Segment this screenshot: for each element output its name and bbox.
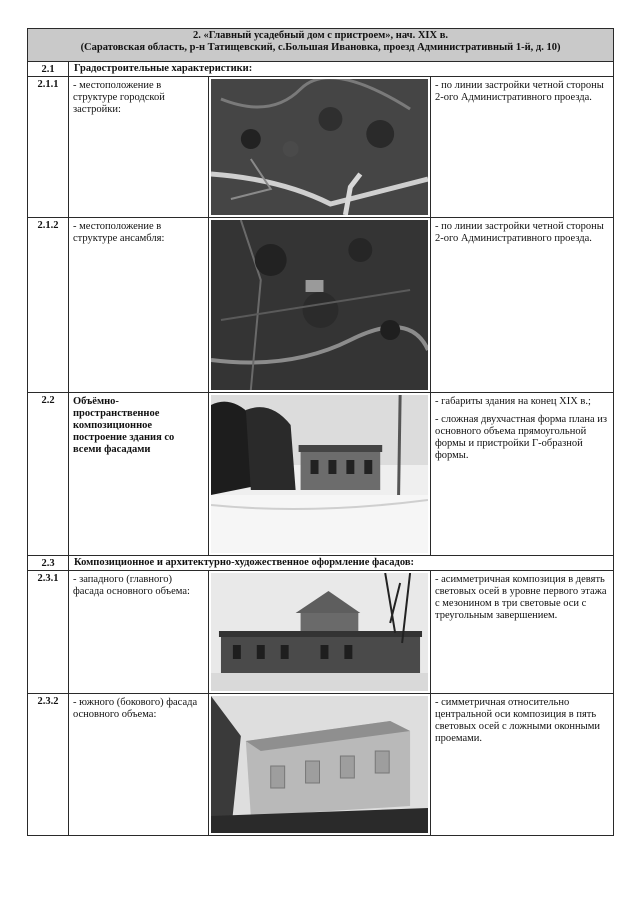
aerial-map-image: [211, 220, 428, 390]
row-description: [431, 571, 614, 694]
photo-cell: [209, 218, 431, 393]
section-row: [28, 62, 614, 77]
description-text: - габариты здания на конец XIX в.;: [435, 396, 591, 407]
section-number: 2.3: [28, 556, 69, 571]
description-text: - по линии застройки четной стороны 2-ого Административного проезда.: [435, 221, 604, 244]
row-description: [431, 393, 614, 556]
row-number: 2.3.1: [28, 571, 69, 694]
section-title: Композиционное и архитектурно-художественное оформление фасадов:: [69, 556, 614, 571]
table-row: [28, 218, 614, 393]
header-line-2: (Саратовская область, р-н Татищевский, с.Большая Ивановка, проезд Административный 1-й, д. 10): [80, 42, 561, 53]
table-row: [28, 77, 614, 218]
photo-cell: [209, 694, 431, 836]
row-label: - западного (главного) фасада основного объема:: [69, 571, 209, 694]
south-facade-photo: [211, 696, 428, 833]
row-description: [431, 77, 614, 218]
description-text: - сложная двухчастная форма плана из основного объема прямоугольной формы и пристройки Г-образной формы.: [435, 414, 608, 461]
row-label: - местоположение в структуре ансамбля:: [69, 218, 209, 393]
passport-table: [27, 28, 614, 836]
photo-cell: [209, 571, 431, 694]
section-title: Градостроительные характеристики:: [69, 62, 614, 77]
row-label: - местоположение в структуре городской застройки:: [69, 77, 209, 218]
aerial-map-image: [211, 79, 428, 215]
row-description: [431, 694, 614, 836]
west-facade-photo: [211, 573, 428, 691]
section-number: 2.1: [28, 62, 69, 77]
row-description: [431, 218, 614, 393]
table-row: [28, 393, 614, 556]
photo-cell: [209, 393, 431, 556]
row-number: 2.1.2: [28, 218, 69, 393]
photo-cell: [209, 77, 431, 218]
description-text: - по линии застройки четной стороны 2-ого Административного проезда.: [435, 80, 604, 103]
header-line-1: 2. «Главный усадебный дом с пристроем», нач. XIX в.: [193, 30, 449, 41]
table-header: [28, 29, 614, 62]
row-number: 2.3.2: [28, 694, 69, 836]
table-row: [28, 571, 614, 694]
table-row: [28, 694, 614, 836]
row-number: 2.2: [28, 393, 69, 556]
row-label: - южного (бокового) фасада основного объема:: [69, 694, 209, 836]
table-header-row: [28, 29, 614, 62]
description-text: - асимметричная композиция в девять световых осей в уровне первого этажа с мезонином в три световые оси с треугольным завершением.: [435, 574, 607, 621]
building-winter-photo: [211, 395, 428, 553]
row-label: Объёмно-пространственное композиционное построение здания со всеми фасадами: [69, 393, 209, 556]
description-text: - симметричная относительно центральной оси композиция в пять световых осей с ложными оконными проемами.: [435, 697, 600, 744]
section-row: [28, 556, 614, 571]
row-number: 2.1.1: [28, 77, 69, 218]
